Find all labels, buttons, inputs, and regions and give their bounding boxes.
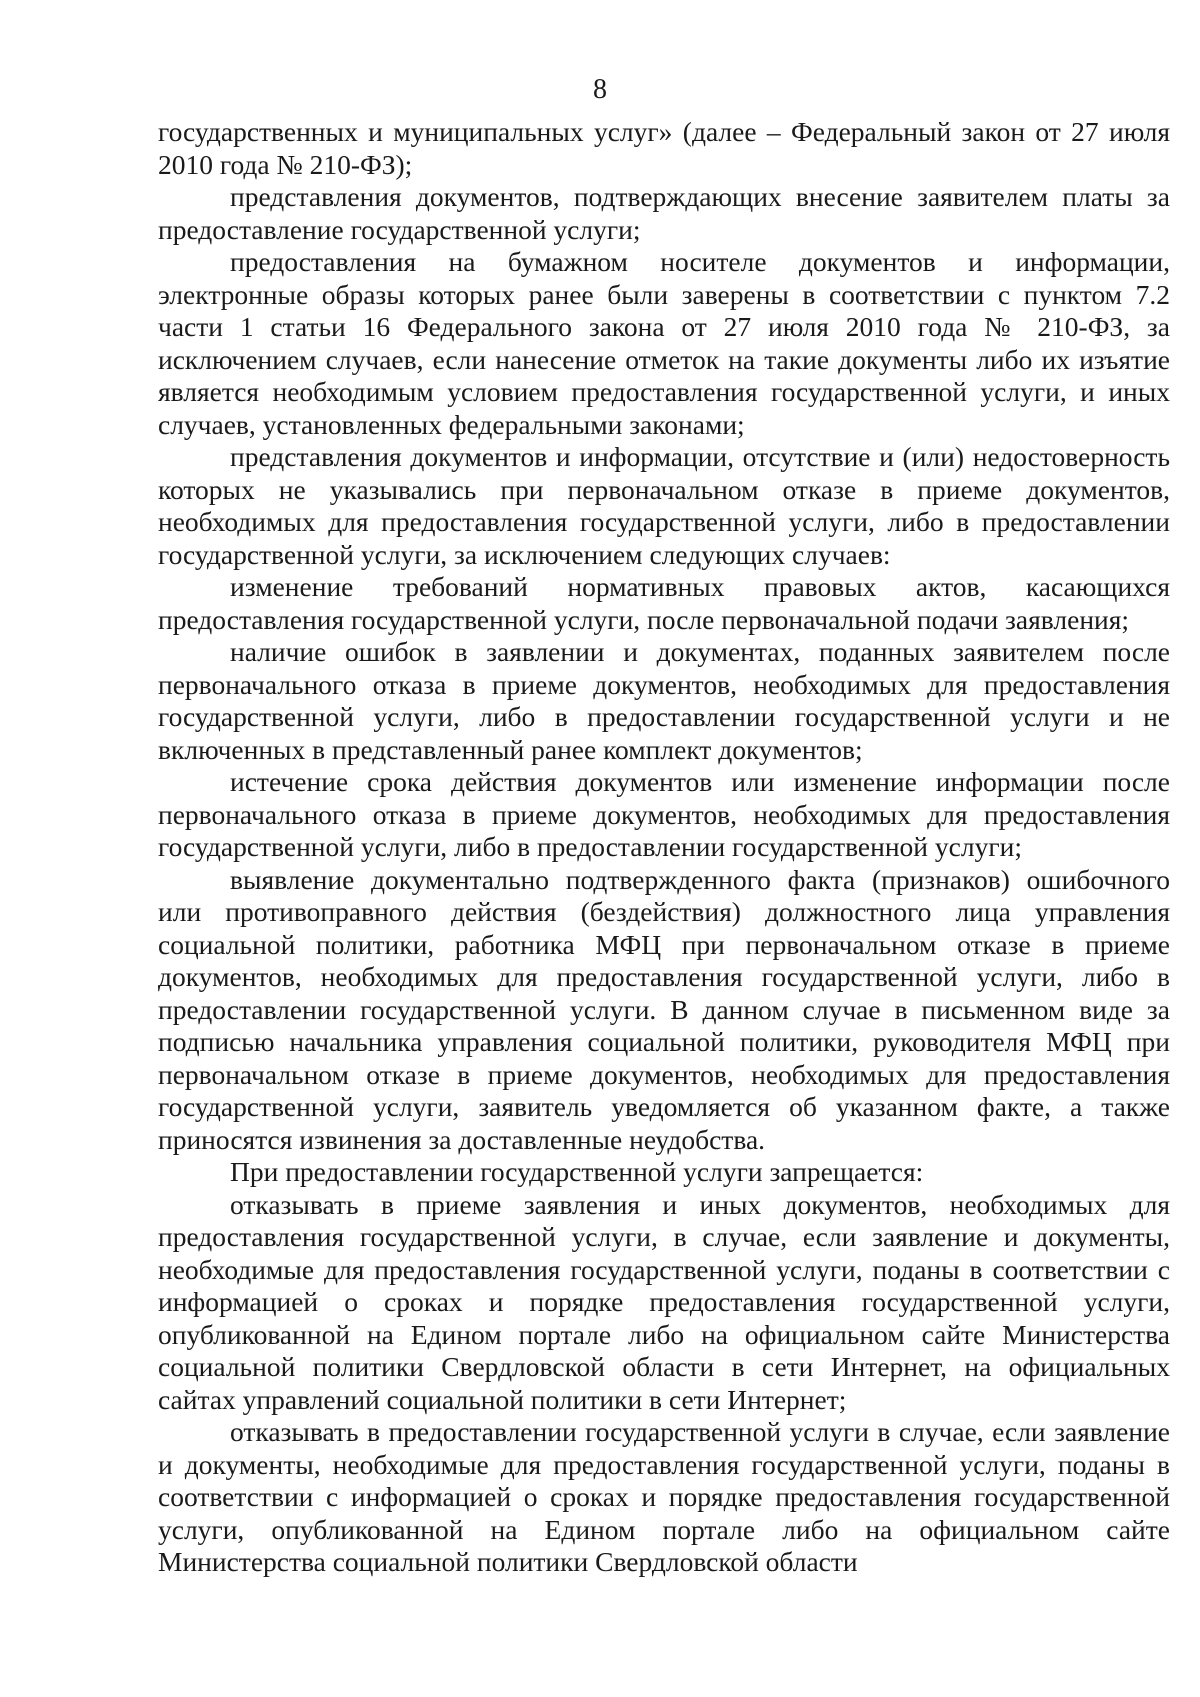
- paragraph: При предоставлении государственной услуги запрещается:: [230, 1156, 924, 1187]
- paragraph: отказывать в приеме заявления и иных документов, необходимых для предоставления государственной услуги, в случае, если заявление и документы, необходимые для предоставления государственной услуги, поданы в соответствии с информацией о сроках и порядке предоставления государственной услуги, опубликованной на Едином портале либо на официальном сайте Министерства социальной политики Свердловской области в сети Интернет, на официальных сайтах управлений социальной политики в сети Интернет;: [158, 1188, 1170, 1415]
- paragraph: изменение требований нормативных правовых актов, касающихся предоставления государственной услуги, после первоначальной подачи заявления;: [158, 571, 1170, 635]
- page-number: 8: [593, 74, 607, 105]
- paragraph: истечение срока действия документов или изменение информации после первоначального отказа в приеме документов, необходимых для предоставления государственной услуги, либо в предоставлении государственной услуги;: [158, 766, 1170, 862]
- paragraph: представления документов, подтверждающих внесение заявителем платы за предоставление государственной услуги;: [158, 181, 1170, 245]
- paragraph: наличие ошибок в заявлении и документах, поданных заявителем после первоначального отказа в приеме документов, необходимых для предоставления государственной услуги, либо в предоставлении государственной услуги и не включенных в представленный ранее комплект документов;: [158, 636, 1170, 765]
- paragraph: отказывать в предоставлении государственной услуги в случае, если заявление и документы, необходимые для предоставления государственной услуги, поданы в соответствии с информацией о сроках и порядке предоставления государственной услуги, опубликованной на Едином портале либо на официальном сайте Министерства социальной политики Свердловской области: [158, 1416, 1170, 1577]
- paragraph: выявление документально подтвержденного факта (признаков) ошибочного или противоправного действия (бездействия) должностного лица управления социальной политики, работника МФЦ при первоначальном отказе в приеме документов, необходимых для предоставления государственной услуги, либо в предоставлении государственной услуги. В данном случае в письменном виде за подписью начальника управления социальной политики, руководителя МФЦ при первоначальном отказе в приеме документов, необходимых для предоставления государственной услуги, заявитель уведомляется об указанном факте, а также приносятся извинения за доставленные неудобства.: [158, 863, 1170, 1155]
- paragraph: государственных и муниципальных услуг» (далее – Федеральный закон от 27 июля 2010 года № 210-ФЗ);: [158, 116, 1170, 180]
- document-body: [158, 116, 1170, 1579]
- paragraph: представления документов и информации, отсутствие и (или) недостоверность которых не указывались при первоначальном отказе в приеме документов, необходимых для предоставления государственной услуги, либо в предоставлении государственной услуги, за исключением следующих случаев:: [158, 441, 1170, 570]
- paragraph: предоставления на бумажном носителе документов и информации, электронные образы которых ранее были заверены в соответствии с пунктом 7.2 части 1 статьи 16 Федерального закона от 27 июля 2010 года № 210-ФЗ, за исключением случаев, если нанесение отметок на такие документы либо их изъятие является необходимым условием предоставления государственной услуги, и иных случаев, установленных федеральными законами;: [158, 246, 1170, 440]
